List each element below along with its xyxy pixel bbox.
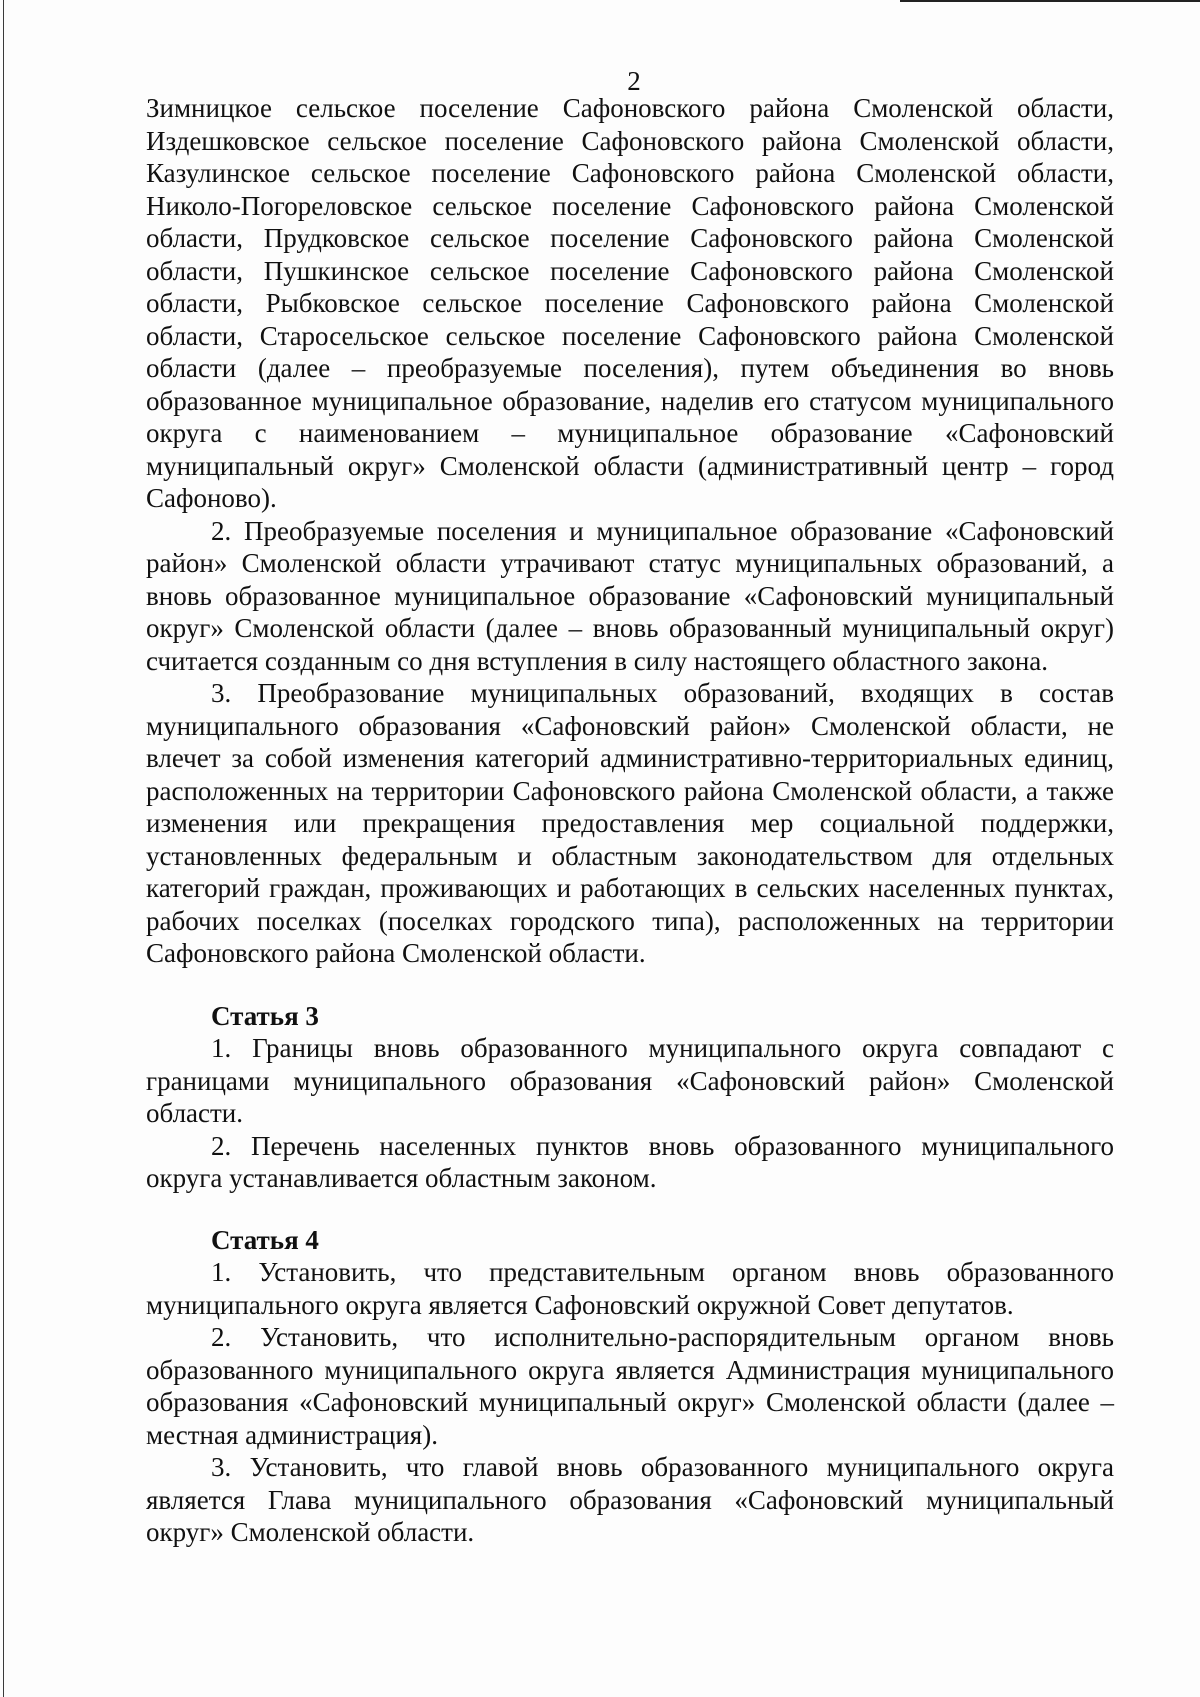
paragraph: 2. Преобразуемые поселения и муниципальное образование «Сафоновский район» Смоленской области утрачивают статус муниципальных образований, а вновь образованное муниципальное образование «Сафоновский муниципальный округ» Смоленской области (далее – вновь образованный муниципальный округ) считается созданным со дня вступления в силу настоящего областного закона. [146, 515, 1114, 676]
paragraph: 3. Преобразование муниципальных образований, входящих в состав муниципального образования «Сафоновский район» Смоленской области, не влечет за собой изменения категорий административно-территориальных единиц, расположенных на территории Сафоновского района Смоленской области, а также изменения или прекращения предоставления мер социальной поддержки, установленных федеральным и областным законодательством для отдельных категорий граждан, проживающих и работающих в сельских населенных пунктах, рабочих поселках (поселках городского типа), расположенных на территории Сафоновского района Смоленской области. [146, 678, 1114, 968]
document-body [146, 92, 1114, 1549]
page-edge-top [900, 0, 1200, 2]
paragraph: 2. Установить, что исполнительно-распорядительным органом вновь образованного муниципального округа является Администрация муниципального образования «Сафоновский муниципальный округ» Смоленской области (далее – местная администрация). [146, 1322, 1114, 1450]
paragraph: 3. Установить, что главой вновь образованного муниципального округа является Глава муниципального образования «Сафоновский муниципальный округ» Смоленской области. [146, 1452, 1114, 1547]
article-heading: Статья 4 [211, 1224, 319, 1255]
spacer [146, 1195, 1114, 1224]
page-edge-left [3, 0, 4, 1697]
spacer [146, 970, 1114, 1000]
page-number: 2 [627, 66, 641, 96]
paragraph-continuation: Зимницкое сельское поселение Сафоновского района Смоленской области, Издешковское сельское поселение Сафоновского района Смоленской области, Казулинское сельское поселение Сафоновского района Смоленской области, Николо-Погореловское сельское поселение Сафоновского района Смоленской области, Прудковское сельское поселение Сафоновского района Смоленской области, Пушкинское сельское поселение Сафоновского района Смоленской области, Рыбковское сельское поселение Сафоновского района Смоленской области, Старосельское сельское поселение Сафоновского района Смоленской области (далее – преобразуемые поселения), путем объединения во вновь образованное муниципальное образование, наделив его статусом муниципального округа с наименованием – муниципальное образование «Сафоновский муниципальный округ» Смоленской области (административный центр – город Сафоново). [146, 93, 1114, 513]
paragraph: 2. Перечень населенных пунктов вновь образованного муниципального округа устанавливается областным законом. [146, 1130, 1114, 1193]
article-heading: Статья 3 [211, 1000, 319, 1031]
paragraph: 1. Установить, что представительным органом вновь образованного муниципального округа является Сафоновский окружной Совет депутатов. [146, 1257, 1114, 1320]
paragraph: 1. Границы вновь образованного муниципального округа совпадают с границами муниципального образования «Сафоновский район» Смоленской области. [146, 1033, 1114, 1128]
